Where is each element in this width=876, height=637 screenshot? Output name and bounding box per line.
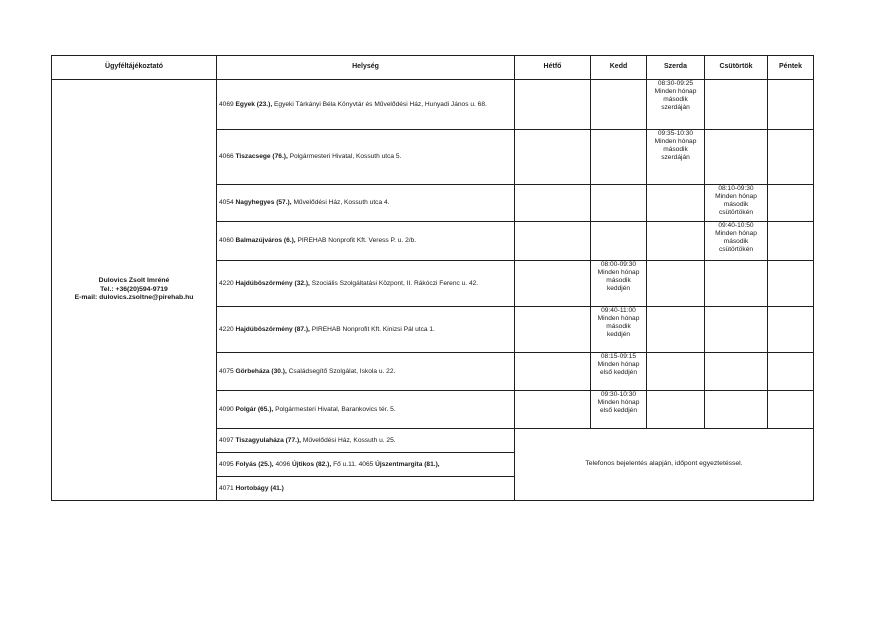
- time-note: második: [663, 95, 688, 103]
- header-thursday: Csütörtök: [705, 56, 768, 80]
- wednesday-cell: [647, 353, 705, 391]
- tuesday-cell: [591, 261, 647, 307]
- tuesday-cell: [591, 307, 647, 353]
- time-note: csütörtökén: [718, 208, 754, 216]
- place-name: Folyás (25.),: [235, 460, 274, 468]
- monday-cell: [515, 222, 591, 261]
- time-note: szerdáján: [661, 153, 690, 161]
- time-note: második: [663, 145, 688, 153]
- thursday-cell: [705, 353, 768, 391]
- place-name: Tiszagyulaháza (77.),: [235, 436, 301, 444]
- place-name: Tiszacsege (76.),: [235, 153, 288, 161]
- header-contact: Ügyféltájékoztató: [52, 56, 217, 80]
- place-cell: [217, 130, 515, 185]
- friday-cell: [768, 222, 814, 261]
- wednesday-cell: [647, 80, 705, 130]
- time-note: második: [606, 322, 631, 330]
- place-cell: [217, 453, 515, 477]
- place-cell: [217, 429, 515, 453]
- tuesday-cell: [591, 222, 647, 261]
- time-note: csütörtökén: [718, 245, 754, 253]
- header-row: [52, 56, 814, 80]
- time-note: Minden hónap: [654, 87, 697, 95]
- place-cell: [217, 222, 515, 261]
- wednesday-cell: [647, 185, 705, 222]
- header-friday: Péntek: [768, 56, 814, 80]
- time-note: Minden hónap: [597, 268, 640, 276]
- time-range: 09:40-10:50: [718, 222, 754, 229]
- postal-code: 4054: [219, 199, 234, 207]
- time-note: Minden hónap: [597, 398, 640, 406]
- time-note: keddjén: [606, 284, 631, 292]
- contact-cell: [52, 80, 217, 501]
- monday-cell: [515, 353, 591, 391]
- place-cell: [217, 261, 515, 307]
- time-note: Minden hónap: [597, 360, 640, 368]
- postal-code: 4066: [219, 153, 234, 161]
- tuesday-cell: [591, 80, 647, 130]
- place-address: Egyeki Tárkányi Béla Könyvtár és Művelődési Ház, Hunyadi János u. 68.: [274, 100, 487, 108]
- postal-code: 4096: [275, 460, 291, 468]
- place-address: PIREHAB Nonprofit Kft. Veress P. u. 2/b.: [297, 237, 417, 245]
- postal-code: 4090: [219, 405, 234, 413]
- place-cell: [217, 185, 515, 222]
- monday-cell: [515, 261, 591, 307]
- thursday-cell: [705, 130, 768, 185]
- thursday-cell: [705, 185, 768, 222]
- schedule-table: [51, 55, 814, 501]
- monday-cell: [515, 307, 591, 353]
- time-note: keddjén: [606, 330, 631, 338]
- place-address: Fő u.11.: [333, 460, 357, 468]
- postal-code: 4075: [219, 367, 234, 375]
- monday-cell: [515, 130, 591, 185]
- tuesday-cell: [591, 130, 647, 185]
- time-note: második: [606, 276, 631, 284]
- header-wednesday: Szerda: [647, 56, 705, 80]
- contact-phone: Tel.: +36(20)594-9719: [100, 285, 168, 293]
- thursday-cell: [705, 261, 768, 307]
- time-range: 08:00-09:30: [600, 261, 637, 268]
- time-note: második: [723, 200, 749, 208]
- header-tuesday: Kedd: [591, 56, 647, 80]
- time-range: 08:10-09:30: [718, 185, 754, 192]
- thursday-cell: [705, 391, 768, 429]
- postal-code: 4095: [219, 460, 234, 468]
- friday-cell: [768, 80, 814, 130]
- place-address: Szociális Szolgáltatási Központ, II. Rákóczi Ferenc u. 42.: [311, 279, 479, 287]
- time-range: 09:35-10:30: [657, 130, 694, 137]
- wednesday-cell: [647, 307, 705, 353]
- header-place: Helység: [217, 56, 515, 80]
- friday-cell: [768, 185, 814, 222]
- place-name: Görbeháza (30.),: [235, 367, 287, 375]
- table-row: [52, 80, 814, 130]
- contact-email: E-mail: dulovics.zsoltne@pirehab.hu: [74, 294, 194, 302]
- wednesday-cell: [647, 130, 705, 185]
- tuesday-cell: [591, 353, 647, 391]
- time-note: Minden hónap: [654, 137, 697, 145]
- wednesday-cell: [647, 222, 705, 261]
- place-cell: [217, 80, 515, 130]
- wednesday-cell: [647, 261, 705, 307]
- place-cell: [217, 391, 515, 429]
- monday-cell: [515, 80, 591, 130]
- place-address: Családsegítő Szolgálat, Iskola u. 22.: [288, 367, 396, 375]
- friday-cell: [768, 307, 814, 353]
- thursday-cell: [705, 80, 768, 130]
- place-address: Polgármesteri Hivatal, Barankovics tér. 5.: [275, 405, 396, 413]
- place-cell: [217, 307, 515, 353]
- friday-cell: [768, 391, 814, 429]
- postal-code: 4069: [219, 100, 234, 108]
- place-name: Hajdúböszörmény (87.),: [235, 325, 310, 333]
- postal-code: 4220: [219, 279, 234, 287]
- postal-code: 4065: [358, 460, 374, 468]
- postal-code: 4060: [219, 237, 234, 245]
- place-address: Művelődési Ház, Kossuth utca 4.: [293, 199, 390, 207]
- wednesday-cell: [647, 391, 705, 429]
- time-range: 08:15-09:15: [600, 353, 637, 360]
- place-address: PIREHAB Nonprofit Kft. Kinizsi Pál utca 1.: [311, 325, 435, 333]
- place-name: Polgár (65.),: [235, 405, 274, 413]
- time-note: Minden hónap: [715, 229, 757, 237]
- time-note: első keddjén: [599, 406, 638, 414]
- place-name: Hortobágy (41.): [235, 484, 284, 492]
- header-monday: Hétfő: [515, 56, 591, 80]
- friday-cell: [768, 261, 814, 307]
- tuesday-cell: [591, 185, 647, 222]
- thursday-cell: [705, 307, 768, 353]
- place-name: Balmazújváros (6.),: [235, 237, 296, 245]
- place-name: Egyek (23.),: [235, 100, 273, 108]
- time-note: Minden hónap: [597, 314, 640, 322]
- monday-cell: [515, 391, 591, 429]
- place-cell: [217, 353, 515, 391]
- thursday-cell: [705, 222, 768, 261]
- place-name: Hajdúböszörmény (32.),: [235, 279, 310, 287]
- time-note: második: [723, 237, 749, 245]
- postal-code: 4097: [219, 436, 234, 444]
- place-address: Polgármesteri Hivatal, Kossuth utca 5.: [289, 153, 402, 161]
- contact-name: Dulovics Zsolt Imréné: [98, 277, 170, 285]
- place-name: Újszentmargita (81.),: [375, 460, 440, 468]
- place-name: Újtikos (82.),: [292, 460, 332, 468]
- place-cell: [217, 477, 515, 501]
- time-note: első keddjén: [599, 368, 638, 376]
- place-address: Művelődési Ház, Kossuth u. 25.: [302, 436, 396, 444]
- time-note: szerdáján: [661, 103, 690, 111]
- time-range: 08:30-09:25: [657, 80, 694, 87]
- time-range: 09:40-11:00: [601, 307, 636, 314]
- phone-appointment-note: Telefonos bejelentés alapján, időpont egyeztetéssel.: [515, 429, 814, 501]
- tuesday-cell: [591, 391, 647, 429]
- friday-cell: [768, 130, 814, 185]
- friday-cell: [768, 353, 814, 391]
- place-name: Nagyhegyes (57.),: [235, 199, 292, 207]
- monday-cell: [515, 185, 591, 222]
- postal-code: 4071: [219, 484, 234, 492]
- postal-code: 4220: [219, 325, 234, 333]
- time-range: 09:30-10:30: [600, 391, 637, 398]
- time-note: Minden hónap: [715, 192, 757, 200]
